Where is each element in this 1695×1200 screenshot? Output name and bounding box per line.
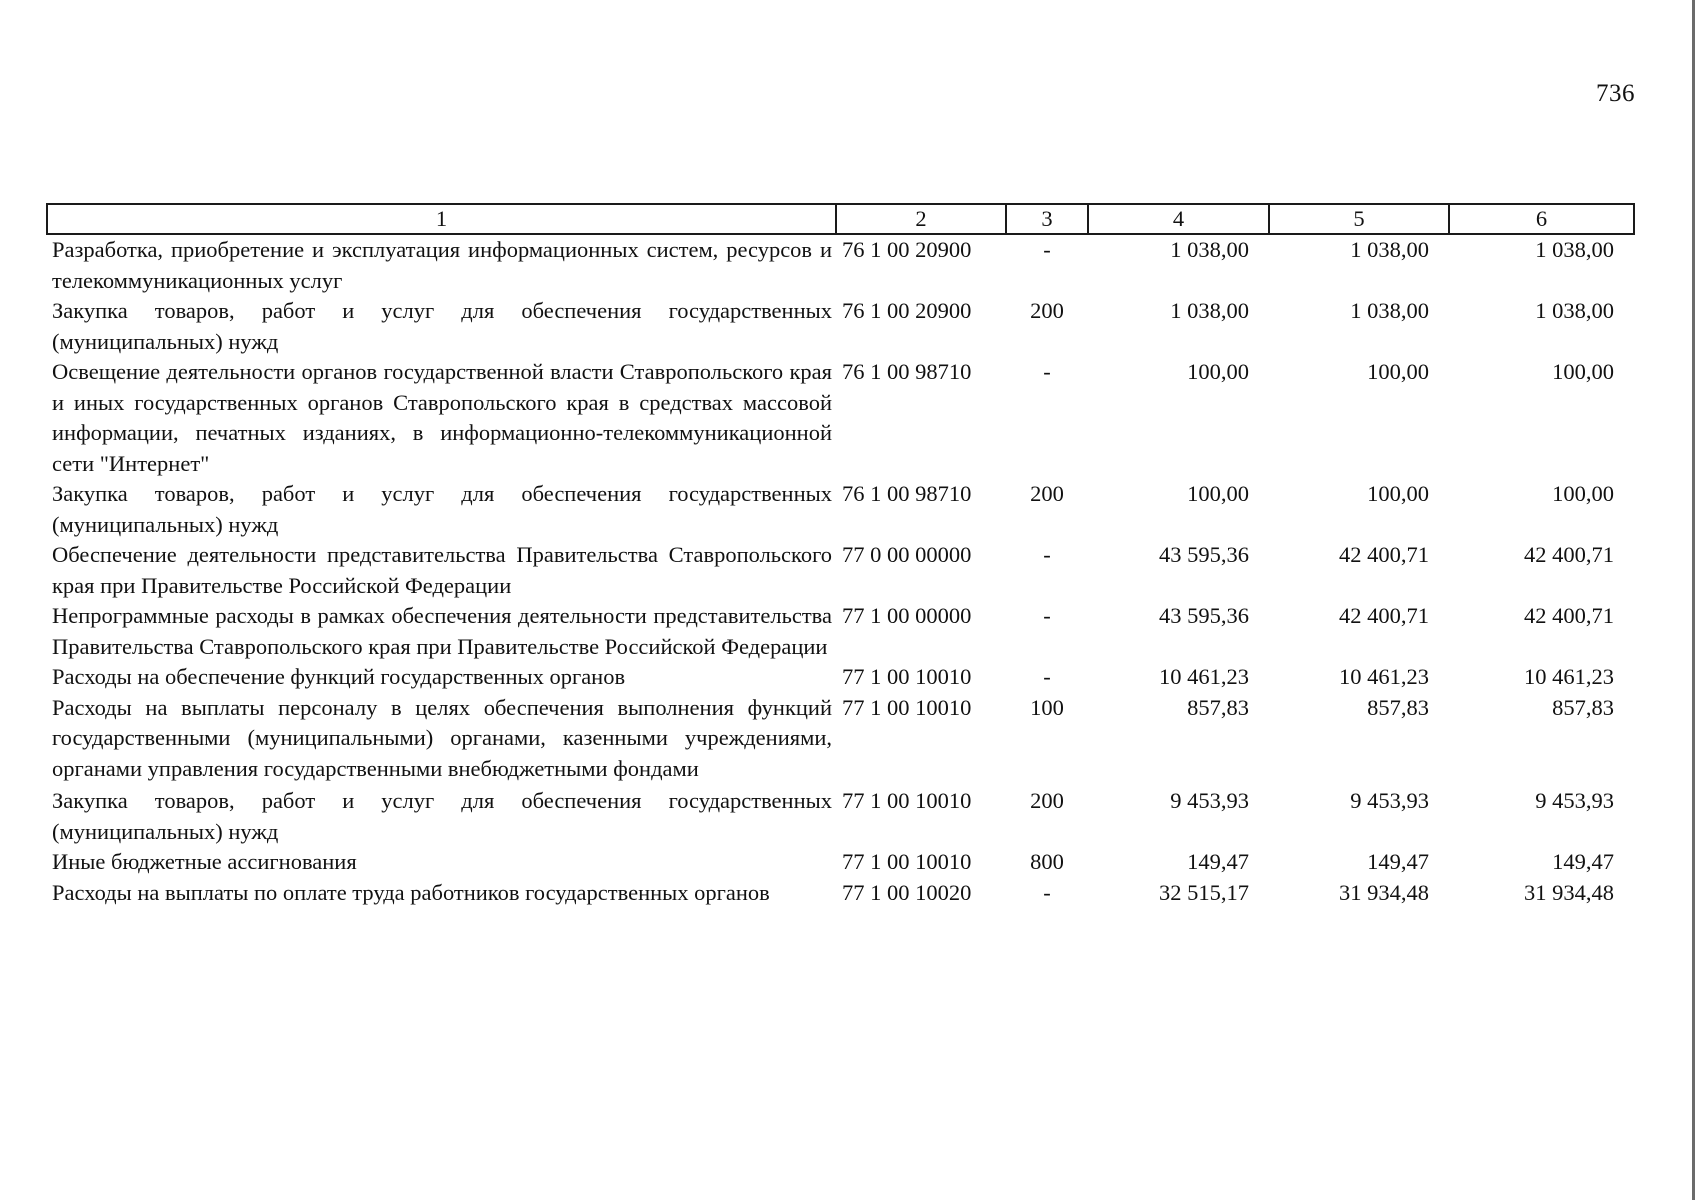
row-code: 77 1 00 10010 [842,849,972,874]
row-name: Обеспечение деятельности представительства Правительства Ставропольского края при Правительстве Российской Федерации [52,542,832,598]
table-row [47,784,1634,847]
row-code: 76 1 00 20900 [842,237,972,262]
page-number: 736 [1596,80,1635,107]
row-value-col4: 857,83 [1187,694,1249,720]
row-value-col5: 9 453,93 [1350,788,1429,813]
row-expense-type: - [1043,879,1051,905]
row-value-col6: 857,83 [1552,694,1614,720]
table-header [47,204,1634,234]
table-row [47,878,1634,909]
row-code: 77 0 00 00000 [842,542,972,567]
row-value-col4: 100,00 [1187,359,1249,384]
row-name: Расходы на обеспечение функций государственных органов [52,664,626,689]
budget-table [46,203,1635,908]
row-expense-type: - [1043,359,1051,384]
row-value-col4: 1 038,00 [1170,298,1249,323]
row-value-col6: 149,47 [1552,849,1614,874]
table-row [47,234,1634,296]
table-row [47,662,1634,693]
row-expense-type: 200 [1030,788,1064,813]
row-value-col5: 42 400,71 [1339,603,1429,628]
table-row [47,693,1634,785]
header-row [47,204,1634,234]
row-value-col4: 10 461,23 [1159,664,1249,689]
row-value-col5: 149,47 [1367,849,1429,874]
header-col-4: 4 [1088,204,1269,234]
header-col-5: 5 [1269,204,1449,234]
row-code: 77 1 00 10010 [842,788,972,813]
row-value-col4: 100,00 [1187,481,1249,506]
row-value-col4: 9 453,93 [1170,788,1249,813]
row-value-col6: 100,00 [1552,481,1614,506]
row-value-col6: 42 400,71 [1524,542,1614,567]
row-name: Закупка товаров, работ и услуг для обеспечения государственных (муниципальных) нужд [52,481,832,537]
row-value-col6: 42 400,71 [1524,603,1614,628]
row-code: 76 1 00 20900 [842,298,972,323]
row-name: Расходы на выплаты персоналу в целях обеспечения выполнения функций государственными (муниципальными) органами, казенными учреждениями, органами управления государственными внебюджетными фондами [52,694,832,781]
row-value-col6: 10 461,23 [1524,664,1614,689]
row-expense-type: 800 [1030,849,1064,874]
row-name: Разработка, приобретение и эксплуатация информационных систем, ресурсов и телекоммуникационных услуг [52,237,832,293]
table-row [47,296,1634,357]
row-value-col5: 1 038,00 [1350,237,1429,262]
row-value-col5: 42 400,71 [1339,542,1429,567]
row-name: Расходы на выплаты по оплате труда работников государственных органов [52,879,770,905]
row-value-col6: 100,00 [1552,359,1614,384]
row-value-col4: 43 595,36 [1159,542,1249,567]
row-value-col6: 1 038,00 [1535,298,1614,323]
row-value-col5: 100,00 [1367,359,1429,384]
row-value-col4: 32 515,17 [1159,879,1249,905]
row-name: Закупка товаров, работ и услуг для обеспечения государственных (муниципальных) нужд [52,298,832,354]
table-row [47,540,1634,601]
table-row [47,847,1634,878]
row-expense-type: - [1043,603,1051,628]
row-value-col5: 1 038,00 [1350,298,1429,323]
row-value-col6: 9 453,93 [1535,788,1614,813]
row-value-col4: 43 595,36 [1159,603,1249,628]
table-row [47,479,1634,540]
row-code: 77 1 00 10010 [842,664,972,689]
header-col-2: 2 [836,204,1006,234]
row-expense-type: 100 [1030,694,1064,720]
row-name: Иные бюджетные ассигнования [52,849,357,874]
row-expense-type: 200 [1030,481,1064,506]
header-col-1: 1 [47,204,836,234]
table-row [47,601,1634,662]
row-expense-type: 200 [1030,298,1064,323]
row-value-col6: 31 934,48 [1524,879,1614,905]
row-code: 76 1 00 98710 [842,359,972,384]
row-value-col4: 149,47 [1187,849,1249,874]
row-expense-type: - [1043,542,1051,567]
row-code: 77 1 00 10020 [842,879,972,905]
row-name: Освещение деятельности органов государственной власти Ставропольского края и иных государственных органов Ставропольского края в средствах массовой информации, печатных изданиях, в информационно-телекоммуникационной сети "Интернет" [52,359,832,476]
row-code: 77 1 00 00000 [842,603,972,628]
row-code: 77 1 00 10010 [842,694,972,720]
header-col-3: 3 [1006,204,1088,234]
table-row [47,357,1634,479]
row-name: Непрограммные расходы в рамках обеспечения деятельности представительства Правительства Ставропольского края при Правительстве Российской Федерации [52,603,832,659]
row-code: 76 1 00 98710 [842,481,972,506]
row-name: Закупка товаров, работ и услуг для обеспечения государственных (муниципальных) нужд [52,788,832,844]
row-expense-type: - [1043,237,1051,262]
row-expense-type: - [1043,664,1051,689]
row-value-col5: 100,00 [1367,481,1429,506]
row-value-col5: 31 934,48 [1339,879,1429,905]
table-body [47,234,1634,908]
header-col-6: 6 [1449,204,1634,234]
row-value-col6: 1 038,00 [1535,237,1614,262]
row-value-col4: 1 038,00 [1170,237,1249,262]
row-value-col5: 10 461,23 [1339,664,1429,689]
row-value-col5: 857,83 [1367,694,1429,720]
